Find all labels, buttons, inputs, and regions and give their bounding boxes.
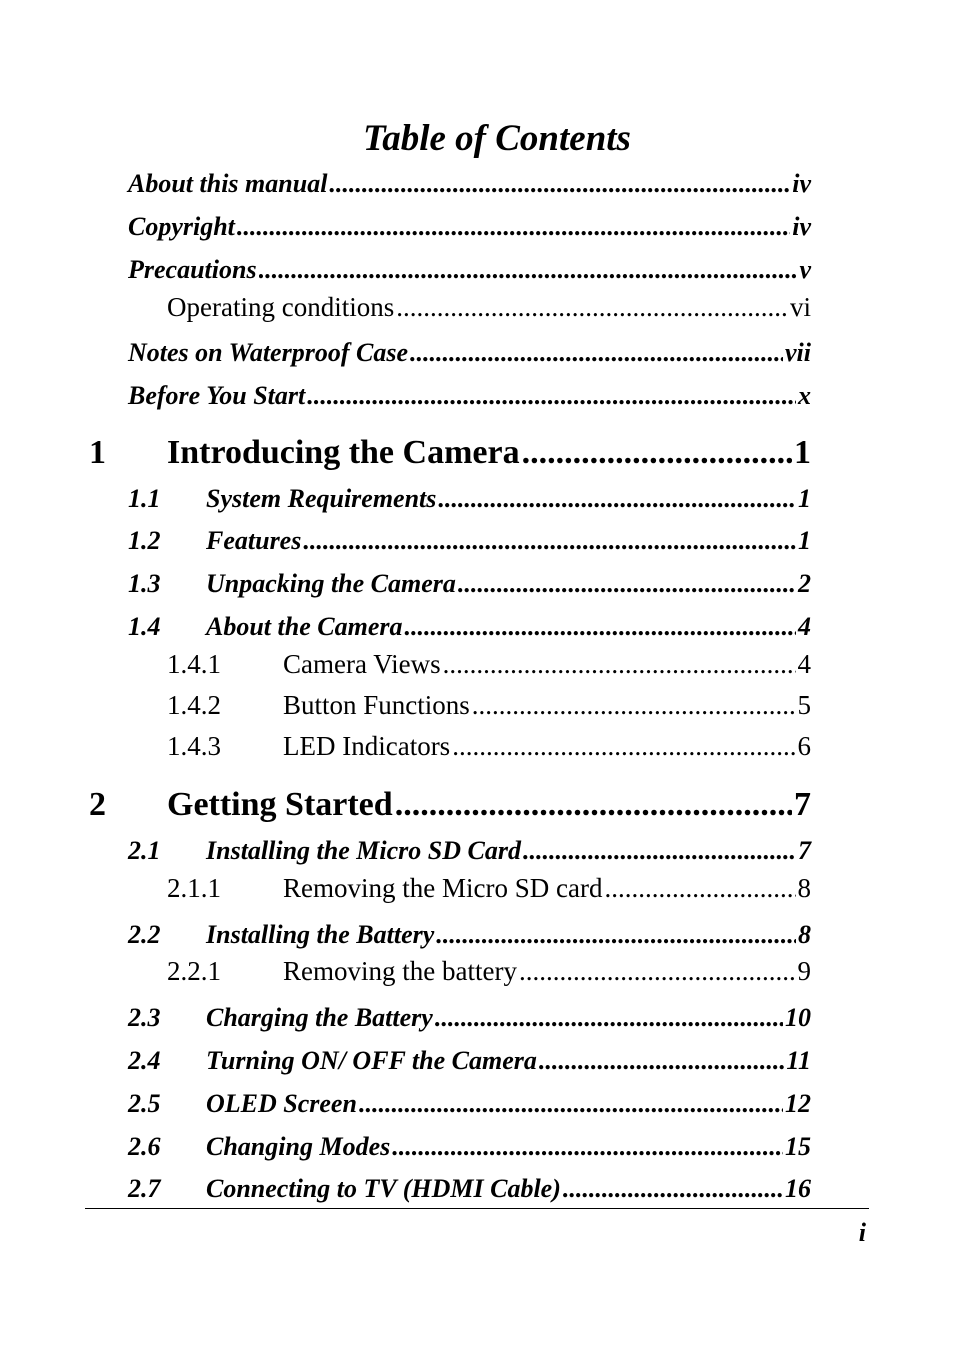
section-page: 10	[785, 1003, 811, 1032]
footer-rule	[85, 1208, 869, 1209]
subsection-title: Removing the battery	[283, 956, 517, 986]
toc-section-2-1[interactable]	[128, 836, 811, 866]
toc-chapter-2[interactable]	[89, 786, 811, 824]
section-number: 2.2	[128, 920, 161, 949]
toc-section-2-7[interactable]	[128, 1174, 811, 1204]
entry-text: Precautions	[128, 255, 257, 284]
subsection-page: 6	[797, 731, 811, 761]
entry-text: Operating conditions	[167, 292, 395, 322]
toc-entry-before-you-start[interactable]	[128, 381, 811, 411]
subsection-number: 1.4.1	[167, 649, 221, 679]
section-number: 1.2	[128, 526, 161, 555]
toc-entry-precautions[interactable]	[128, 255, 811, 285]
section-page: 11	[786, 1046, 811, 1075]
footer-page-number: i	[858, 1218, 866, 1247]
chapter-page: 1	[794, 434, 811, 471]
subsection-number: 2.1.1	[167, 873, 221, 903]
section-number: 2.1	[128, 836, 161, 865]
entry-page: iv	[792, 169, 811, 198]
section-page: 12	[785, 1089, 811, 1118]
toc-title: Table of Contents	[363, 118, 631, 159]
toc-subsection-1-4-1[interactable]	[167, 649, 811, 680]
subsection-title: Button Functions	[283, 690, 470, 720]
section-page: 16	[785, 1174, 811, 1203]
section-title: Turning ON/ OFF the Camera	[206, 1046, 537, 1075]
toc-section-1-3[interactable]	[128, 569, 811, 599]
toc-entry-copyright[interactable]	[128, 212, 811, 242]
section-title: OLED Screen	[206, 1089, 357, 1118]
toc-section-2-2[interactable]	[128, 920, 811, 950]
subsection-number: 1.4.3	[167, 731, 221, 761]
section-page: 15	[785, 1132, 811, 1161]
entry-page: vii	[785, 338, 811, 367]
toc-chapter-1[interactable]	[89, 434, 811, 472]
section-number: 2.6	[128, 1132, 161, 1161]
entry-page: x	[798, 381, 811, 410]
section-title: Installing the Battery	[206, 920, 435, 949]
section-number: 2.3	[128, 1003, 161, 1032]
chapter-number: 2	[89, 786, 106, 823]
section-number: 1.3	[128, 569, 161, 598]
section-number: 1.1	[128, 484, 161, 513]
toc-entry-waterproof-case[interactable]	[128, 338, 811, 368]
toc-section-2-6[interactable]	[128, 1132, 811, 1162]
toc-section-2-5[interactable]	[128, 1089, 811, 1119]
toc-section-1-4[interactable]	[128, 612, 811, 642]
subsection-page: 4	[797, 649, 811, 679]
section-title: Charging the Battery	[206, 1003, 433, 1032]
toc-subsection-2-1-1[interactable]	[167, 873, 811, 904]
toc-entry-operating-conditions[interactable]	[167, 292, 811, 323]
toc-subsection-1-4-3[interactable]	[167, 731, 811, 762]
subsection-page: 5	[797, 690, 811, 720]
toc-section-1-2[interactable]	[128, 526, 811, 556]
entry-text: Before You Start	[128, 381, 306, 410]
toc-entry-about-manual[interactable]	[128, 169, 811, 199]
section-title: Connecting to TV (HDMI Cable)	[206, 1174, 561, 1203]
toc-section-1-1[interactable]	[128, 484, 811, 514]
chapter-title: Introducing the Camera	[167, 434, 520, 471]
section-title: Changing Modes	[206, 1132, 391, 1161]
section-title: System Requirements	[206, 484, 437, 513]
section-title: Unpacking the Camera	[206, 569, 456, 598]
section-page: 1	[798, 484, 811, 513]
section-page: 4	[798, 612, 811, 641]
section-number: 1.4	[128, 612, 161, 641]
entry-text: Notes on Waterproof Case	[128, 338, 408, 367]
chapter-page: 7	[794, 786, 811, 823]
section-title: Installing the Micro SD Card	[206, 836, 521, 865]
section-number: 2.4	[128, 1046, 161, 1075]
subsection-number: 2.2.1	[167, 956, 221, 986]
entry-page: iv	[792, 212, 811, 241]
section-title: About the Camera	[206, 612, 403, 641]
section-page: 7	[798, 836, 811, 865]
entry-page: vi	[789, 292, 811, 322]
toc-subsection-1-4-2[interactable]	[167, 690, 811, 721]
section-page: 8	[798, 920, 811, 949]
subsection-title: Camera Views	[283, 649, 441, 679]
entry-page: v	[799, 255, 811, 284]
entry-text: Copyright	[128, 212, 235, 241]
section-title: Features	[206, 526, 302, 555]
subsection-title: LED Indicators	[283, 731, 451, 761]
subsection-page: 9	[797, 956, 811, 986]
section-page: 1	[798, 526, 811, 555]
section-number: 2.5	[128, 1089, 161, 1118]
toc-subsection-2-2-1[interactable]	[167, 956, 811, 987]
subsection-page: 8	[797, 873, 811, 903]
chapter-number: 1	[89, 434, 106, 471]
subsection-number: 1.4.2	[167, 690, 221, 720]
entry-text: About this manual	[128, 169, 328, 198]
section-number: 2.7	[128, 1174, 161, 1203]
toc-section-2-3[interactable]	[128, 1003, 811, 1033]
section-page: 2	[798, 569, 811, 598]
toc-section-2-4[interactable]	[128, 1046, 811, 1076]
chapter-title: Getting Started	[167, 786, 393, 823]
subsection-title: Removing the Micro SD card	[283, 873, 603, 903]
